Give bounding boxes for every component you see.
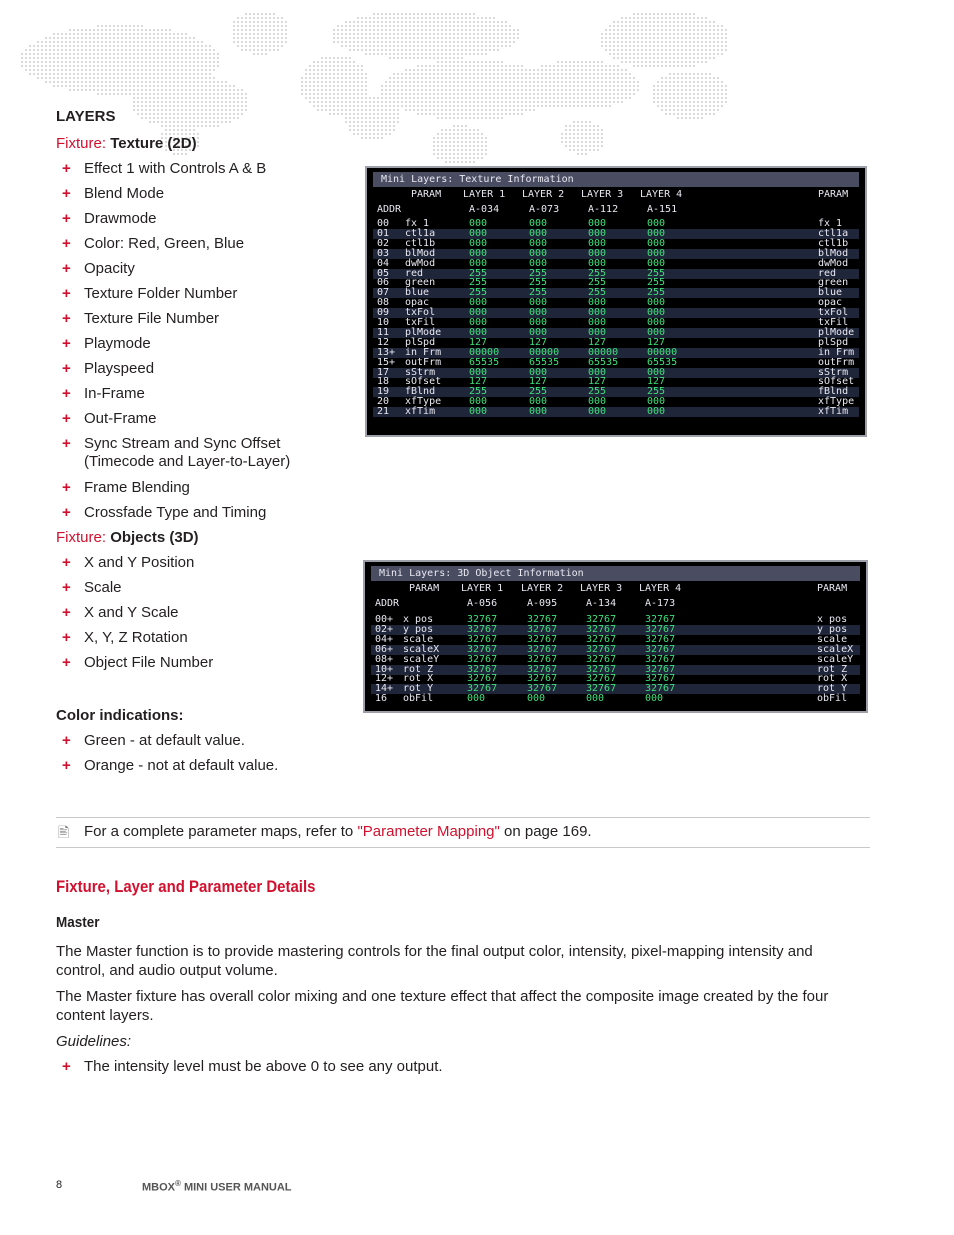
param-cell: 04: [377, 257, 390, 269]
param-cell: x pos: [817, 614, 848, 625]
value-cell: 32767: [645, 663, 676, 675]
value-cell: 000: [588, 396, 607, 408]
value-cell: 000: [469, 247, 488, 259]
value-cell: 000: [529, 307, 548, 319]
section-heading: Fixture, Layer and Parameter Details: [56, 877, 316, 896]
value-cell: 65535: [647, 356, 678, 368]
list-item: + Drawmode: [62, 210, 157, 227]
value-cell: 32767: [467, 653, 498, 665]
param-cell: xfTim: [818, 406, 849, 418]
fixture-name: Texture (2D): [110, 135, 197, 152]
value-cell: 000: [647, 406, 666, 418]
note-box: [56, 817, 870, 848]
value-cell: 32767: [527, 633, 558, 645]
page-number: 8: [56, 1179, 63, 1191]
param-cell: 01: [377, 227, 390, 239]
address-cell: A-034: [469, 204, 500, 215]
value-cell: 000: [529, 237, 548, 249]
param-cell: txFol: [405, 307, 436, 319]
param-cell: ctl1a: [405, 227, 436, 239]
param-cell: 09: [377, 307, 390, 319]
value-cell: 000: [647, 257, 666, 269]
table-row: [373, 368, 859, 378]
param-cell: 12+: [375, 673, 394, 685]
param-cell: fBlnd: [818, 386, 849, 398]
fixture-objects-3d-label: [56, 529, 199, 546]
param-cell: 02: [377, 237, 390, 249]
value-cell: 32767: [467, 643, 498, 655]
param-cell: 05: [377, 267, 390, 279]
value-cell: 255: [647, 277, 666, 289]
param-cell: rot Z: [817, 663, 848, 675]
param-cell: 06+: [375, 643, 394, 655]
value-cell: 000: [647, 396, 666, 408]
table-row: [373, 387, 859, 397]
param-cell: red: [405, 267, 424, 279]
header-cell: LAYER 1: [461, 583, 504, 594]
value-cell: 255: [647, 386, 666, 398]
param-cell: red: [818, 267, 837, 279]
table-row: [373, 397, 859, 407]
list-item: + Color: Red, Green, Blue: [62, 235, 245, 252]
param-cell: 00+: [375, 614, 394, 625]
value-cell: 127: [469, 336, 488, 348]
address-cell: A-112: [588, 204, 619, 215]
param-cell: blMod: [818, 247, 849, 259]
param-cell: plSpd: [405, 336, 436, 348]
param-cell: fx 1: [818, 218, 843, 229]
param-cell: 21: [377, 406, 390, 418]
list-item: + The intensity level must be above 0 to see any output.: [62, 1058, 443, 1075]
param-cell: scale: [817, 633, 848, 645]
param-cell: ctl1a: [818, 227, 849, 239]
param-cell: 02+: [375, 623, 394, 635]
value-cell: 32767: [527, 673, 558, 685]
value-cell: 127: [647, 376, 666, 388]
value-cell: 32767: [467, 673, 498, 685]
value-cell: 32767: [467, 633, 498, 645]
header-cell: LAYER 2: [522, 189, 565, 200]
guidelines-list: [62, 1058, 443, 1083]
param-cell: 16: [375, 693, 388, 705]
table-row: [373, 269, 859, 279]
value-cell: 000: [588, 227, 607, 239]
value-cell: 65535: [588, 356, 619, 368]
value-cell: 000: [647, 237, 666, 249]
paragraph: The Master function is to provide mastering controls for the final output color, intensity, pixel-mapping intensity and control, and audio output volume.: [56, 943, 813, 979]
value-cell: 255: [469, 277, 488, 289]
address-cell: A-151: [647, 204, 678, 215]
parameter-mapping-link[interactable]: "Parameter Mapping": [357, 823, 500, 840]
value-cell: 000: [588, 366, 607, 378]
texture-information-screen: [365, 166, 867, 437]
screen-title: Mini Layers: Texture Information: [373, 172, 859, 187]
value-cell: 000: [469, 297, 488, 309]
param-cell: txFil: [818, 317, 849, 328]
value-cell: 32767: [586, 614, 617, 625]
value-cell: 32767: [586, 663, 617, 675]
table-row: [373, 308, 859, 318]
value-cell: 255: [588, 267, 607, 279]
header-cell: PARAM: [818, 189, 849, 200]
color-indications-list: [62, 732, 278, 782]
value-cell: 32767: [467, 683, 498, 695]
value-cell: 000: [529, 406, 548, 418]
value-cell: 00000: [529, 346, 560, 358]
param-cell: ctl1b: [818, 237, 849, 249]
param-cell: outFrm: [818, 356, 855, 368]
texture-2d-list: [62, 160, 290, 529]
param-cell: scale: [403, 633, 434, 645]
paragraph: The Master fixture has overall color mixing and one texture effect that affect the composite image created by the four content layers.: [56, 988, 829, 1024]
value-cell: 127: [529, 336, 548, 348]
value-cell: 000: [588, 326, 607, 338]
value-cell: 000: [588, 218, 607, 229]
table-row: [373, 239, 859, 249]
note-icon: 🖹: [58, 824, 70, 840]
value-cell: 000: [469, 366, 488, 378]
value-cell: 255: [588, 287, 607, 299]
param-cell: rot Z: [403, 663, 434, 675]
value-cell: 000: [647, 366, 666, 378]
address-cell: ADDR: [375, 598, 400, 609]
value-cell: 32767: [645, 673, 676, 685]
value-cell: 32767: [645, 614, 676, 625]
list-item: + Playspeed: [62, 360, 155, 377]
param-cell: 10+: [375, 663, 394, 675]
param-cell: scaleY: [403, 653, 440, 665]
param-cell: 20: [377, 396, 390, 408]
address-cell: A-173: [645, 598, 676, 609]
param-cell: sOfset: [405, 376, 442, 388]
value-cell: 255: [469, 287, 488, 299]
param-cell: obFil: [403, 693, 434, 705]
value-cell: 127: [469, 376, 488, 388]
param-cell: 18: [377, 376, 390, 388]
param-cell: 03: [377, 247, 390, 259]
table-row: [373, 377, 859, 387]
param-cell: y pos: [403, 623, 434, 635]
value-cell: 00000: [469, 346, 500, 358]
guidelines-label: Guidelines:: [56, 1033, 132, 1050]
fixture-label: Fixture:: [56, 135, 107, 152]
value-cell: 000: [469, 218, 488, 229]
param-cell: rot X: [403, 673, 434, 685]
value-cell: 000: [647, 307, 666, 319]
param-cell: green: [405, 277, 436, 289]
fixture-label: Fixture:: [56, 529, 107, 546]
param-cell: 06: [377, 277, 390, 289]
param-cell: 00: [377, 218, 390, 229]
param-cell: 11: [377, 326, 390, 338]
screen-title: Mini Layers: 3D Object Information: [371, 566, 860, 581]
fixture-texture-2d-label: [56, 135, 197, 152]
value-cell: 32767: [645, 623, 676, 635]
value-cell: 00000: [588, 346, 619, 358]
param-cell: xfType: [405, 396, 442, 408]
value-cell: 000: [586, 693, 605, 705]
value-cell: 000: [588, 297, 607, 309]
list-item: + Playmode: [62, 335, 151, 352]
table-row: [373, 318, 859, 328]
param-cell: 08: [377, 297, 390, 309]
value-cell: 255: [529, 287, 548, 299]
value-cell: 32767: [467, 623, 498, 635]
value-cell: 32767: [527, 653, 558, 665]
param-cell: scaleX: [403, 643, 440, 655]
param-cell: 14+: [375, 683, 394, 695]
header-cell: LAYER 2: [521, 583, 564, 594]
param-cell: blue: [405, 287, 430, 299]
header-cell: PARAM: [409, 583, 440, 594]
value-cell: 255: [588, 277, 607, 289]
param-cell: blMod: [405, 247, 436, 259]
param-cell: y pos: [817, 623, 848, 635]
3d-object-information-screen: [363, 560, 868, 713]
table-row: [373, 328, 859, 338]
param-cell: 08+: [375, 653, 394, 665]
value-cell: 000: [529, 227, 548, 239]
list-item: + Object File Number: [62, 654, 214, 671]
value-cell: 32767: [645, 643, 676, 655]
list-item: + X and Y Position: [62, 554, 195, 571]
param-cell: txFil: [405, 317, 436, 328]
param-cell: in Frm: [405, 346, 442, 358]
list-item: + Crossfade Type and Timing: [62, 504, 267, 521]
param-cell: in Frm: [818, 346, 855, 358]
param-cell: 10: [377, 317, 390, 328]
value-cell: 32767: [527, 623, 558, 635]
value-cell: 32767: [527, 614, 558, 625]
list-item: + X, Y, Z Rotation: [62, 629, 188, 646]
param-cell: xfType: [818, 396, 855, 408]
param-cell: plMode: [405, 326, 442, 338]
param-cell: scaleY: [817, 653, 854, 665]
header-cell: LAYER 3: [580, 583, 623, 594]
param-cell: 19: [377, 386, 390, 398]
address-cell: A-056: [467, 598, 498, 609]
value-cell: 000: [647, 317, 666, 328]
value-cell: 000: [529, 366, 548, 378]
value-cell: 127: [588, 336, 607, 348]
param-cell: xfTim: [405, 406, 436, 418]
address-cell: A-134: [586, 598, 617, 609]
param-cell: x pos: [403, 614, 434, 625]
param-cell: plSpd: [818, 336, 849, 348]
value-cell: 000: [529, 218, 548, 229]
list-item: + Texture File Number: [62, 310, 220, 327]
param-cell: rot Y: [403, 683, 434, 695]
address-cell: ADDR: [377, 204, 402, 215]
header-cell: LAYER 4: [639, 583, 682, 594]
value-cell: 32767: [467, 614, 498, 625]
table-row: [373, 288, 859, 298]
value-cell: 000: [469, 307, 488, 319]
address-cell: A-095: [527, 598, 558, 609]
value-cell: 32767: [527, 663, 558, 675]
table-row: [373, 249, 859, 259]
value-cell: 000: [529, 257, 548, 269]
value-cell: 000: [469, 237, 488, 249]
table-row: [373, 298, 859, 308]
table-row: [373, 407, 859, 417]
param-cell: rot X: [817, 673, 848, 685]
value-cell: 32767: [645, 633, 676, 645]
value-cell: 000: [588, 247, 607, 259]
table-row: [373, 229, 859, 239]
param-cell: blue: [818, 287, 843, 299]
screen-header-row: [371, 582, 872, 596]
value-cell: 000: [527, 693, 546, 705]
value-cell: 127: [529, 376, 548, 388]
address-cell: A-073: [529, 204, 560, 215]
value-cell: 65535: [469, 356, 500, 368]
value-cell: 255: [529, 386, 548, 398]
list-item: + X and Y Scale: [62, 604, 179, 621]
param-cell: dwMod: [405, 257, 436, 269]
page-footer: [56, 1179, 292, 1194]
list-item: + Sync Stream and Sync Offset (Timecode and Layer-to-Layer): [62, 435, 291, 470]
value-cell: 000: [469, 227, 488, 239]
list-item: + Green - at default value.: [62, 732, 245, 749]
list-item: + Blend Mode: [62, 185, 165, 202]
value-cell: 32767: [586, 623, 617, 635]
value-cell: 255: [469, 386, 488, 398]
param-cell: 15+: [377, 356, 396, 368]
param-cell: scaleX: [817, 643, 854, 655]
value-cell: 00000: [647, 346, 678, 358]
table-row: [373, 259, 859, 269]
list-item: + Frame Blending: [62, 479, 190, 496]
list-item: + Scale: [62, 579, 122, 596]
value-cell: 000: [647, 297, 666, 309]
value-cell: 000: [647, 247, 666, 259]
value-cell: 255: [588, 386, 607, 398]
color-indications-heading: Color indications:: [56, 707, 184, 724]
layers-heading: LAYERS: [56, 108, 116, 125]
value-cell: 65535: [529, 356, 560, 368]
fixture-name: Objects (3D): [110, 529, 199, 546]
table-row: [371, 694, 860, 704]
param-cell: plMode: [818, 326, 855, 338]
param-cell: fBlnd: [405, 386, 436, 398]
value-cell: 000: [469, 396, 488, 408]
param-cell: ctl1b: [405, 237, 436, 249]
note-text: For a complete parameter maps, refer to "Parameter Mapping" on page 169.: [84, 823, 592, 840]
screen-address-row: [373, 203, 871, 217]
param-cell: fx 1: [405, 218, 430, 229]
param-cell: green: [818, 277, 849, 289]
param-cell: 04+: [375, 633, 394, 645]
param-cell: obFil: [817, 693, 848, 705]
table-row: [373, 278, 859, 288]
value-cell: 000: [469, 326, 488, 338]
param-cell: 13+: [377, 346, 396, 358]
table-row: [373, 219, 859, 229]
table-row: [371, 684, 860, 694]
value-cell: 000: [588, 406, 607, 418]
value-cell: 000: [529, 247, 548, 259]
value-cell: 000: [647, 218, 666, 229]
value-cell: 000: [529, 317, 548, 328]
value-cell: 32767: [527, 683, 558, 695]
param-cell: sStrm: [405, 366, 436, 378]
objects-3d-list: [62, 554, 213, 679]
param-cell: sStrm: [818, 366, 849, 378]
value-cell: 32767: [467, 663, 498, 675]
value-cell: 127: [588, 376, 607, 388]
table-row: [373, 358, 859, 368]
value-cell: 000: [588, 237, 607, 249]
value-cell: 000: [588, 307, 607, 319]
value-cell: 000: [469, 257, 488, 269]
list-item: + Texture Folder Number: [62, 285, 238, 302]
value-cell: 000: [647, 326, 666, 338]
value-cell: 000: [647, 227, 666, 239]
param-cell: outFrm: [405, 356, 442, 368]
header-cell: LAYER 3: [581, 189, 624, 200]
param-cell: 17: [377, 366, 390, 378]
value-cell: 000: [529, 396, 548, 408]
value-cell: 32767: [586, 633, 617, 645]
screen-address-row: [371, 597, 872, 611]
value-cell: 255: [529, 277, 548, 289]
list-item: + Out-Frame: [62, 410, 157, 427]
value-cell: 000: [469, 317, 488, 328]
value-cell: 32767: [586, 673, 617, 685]
param-cell: 12: [377, 336, 390, 348]
header-cell: LAYER 4: [640, 189, 683, 200]
list-item: + In-Frame: [62, 385, 145, 402]
value-cell: 255: [647, 267, 666, 279]
value-cell: 127: [647, 336, 666, 348]
header-cell: LAYER 1: [463, 189, 506, 200]
list-item: + Orange - not at default value.: [62, 757, 279, 774]
value-cell: 000: [588, 257, 607, 269]
param-cell: opac: [818, 297, 843, 309]
param-cell: txFol: [818, 307, 849, 319]
list-item: + Opacity: [62, 260, 135, 277]
value-cell: 255: [529, 267, 548, 279]
value-cell: 000: [529, 297, 548, 309]
param-cell: dwMod: [818, 257, 849, 269]
list-item: + Effect 1 with Controls A & B: [62, 160, 267, 177]
value-cell: 32767: [586, 643, 617, 655]
value-cell: 32767: [645, 683, 676, 695]
value-cell: 255: [469, 267, 488, 279]
header-cell: PARAM: [817, 583, 848, 594]
screen-header-row: [373, 188, 871, 202]
value-cell: 000: [467, 693, 486, 705]
value-cell: 000: [588, 317, 607, 328]
value-cell: 32767: [586, 683, 617, 695]
master-heading: Master: [56, 914, 100, 931]
header-cell: PARAM: [411, 189, 442, 200]
value-cell: 000: [529, 326, 548, 338]
param-cell: sOfset: [818, 376, 855, 388]
value-cell: 000: [469, 406, 488, 418]
param-cell: opac: [405, 297, 430, 309]
param-cell: 07: [377, 287, 390, 299]
value-cell: 32767: [527, 643, 558, 655]
value-cell: 255: [647, 287, 666, 299]
value-cell: 32767: [586, 653, 617, 665]
manual-title: MBOX® MINI USER MANUAL: [142, 1179, 292, 1194]
value-cell: 32767: [645, 653, 676, 665]
param-cell: rot Y: [817, 683, 848, 695]
value-cell: 000: [645, 693, 664, 705]
